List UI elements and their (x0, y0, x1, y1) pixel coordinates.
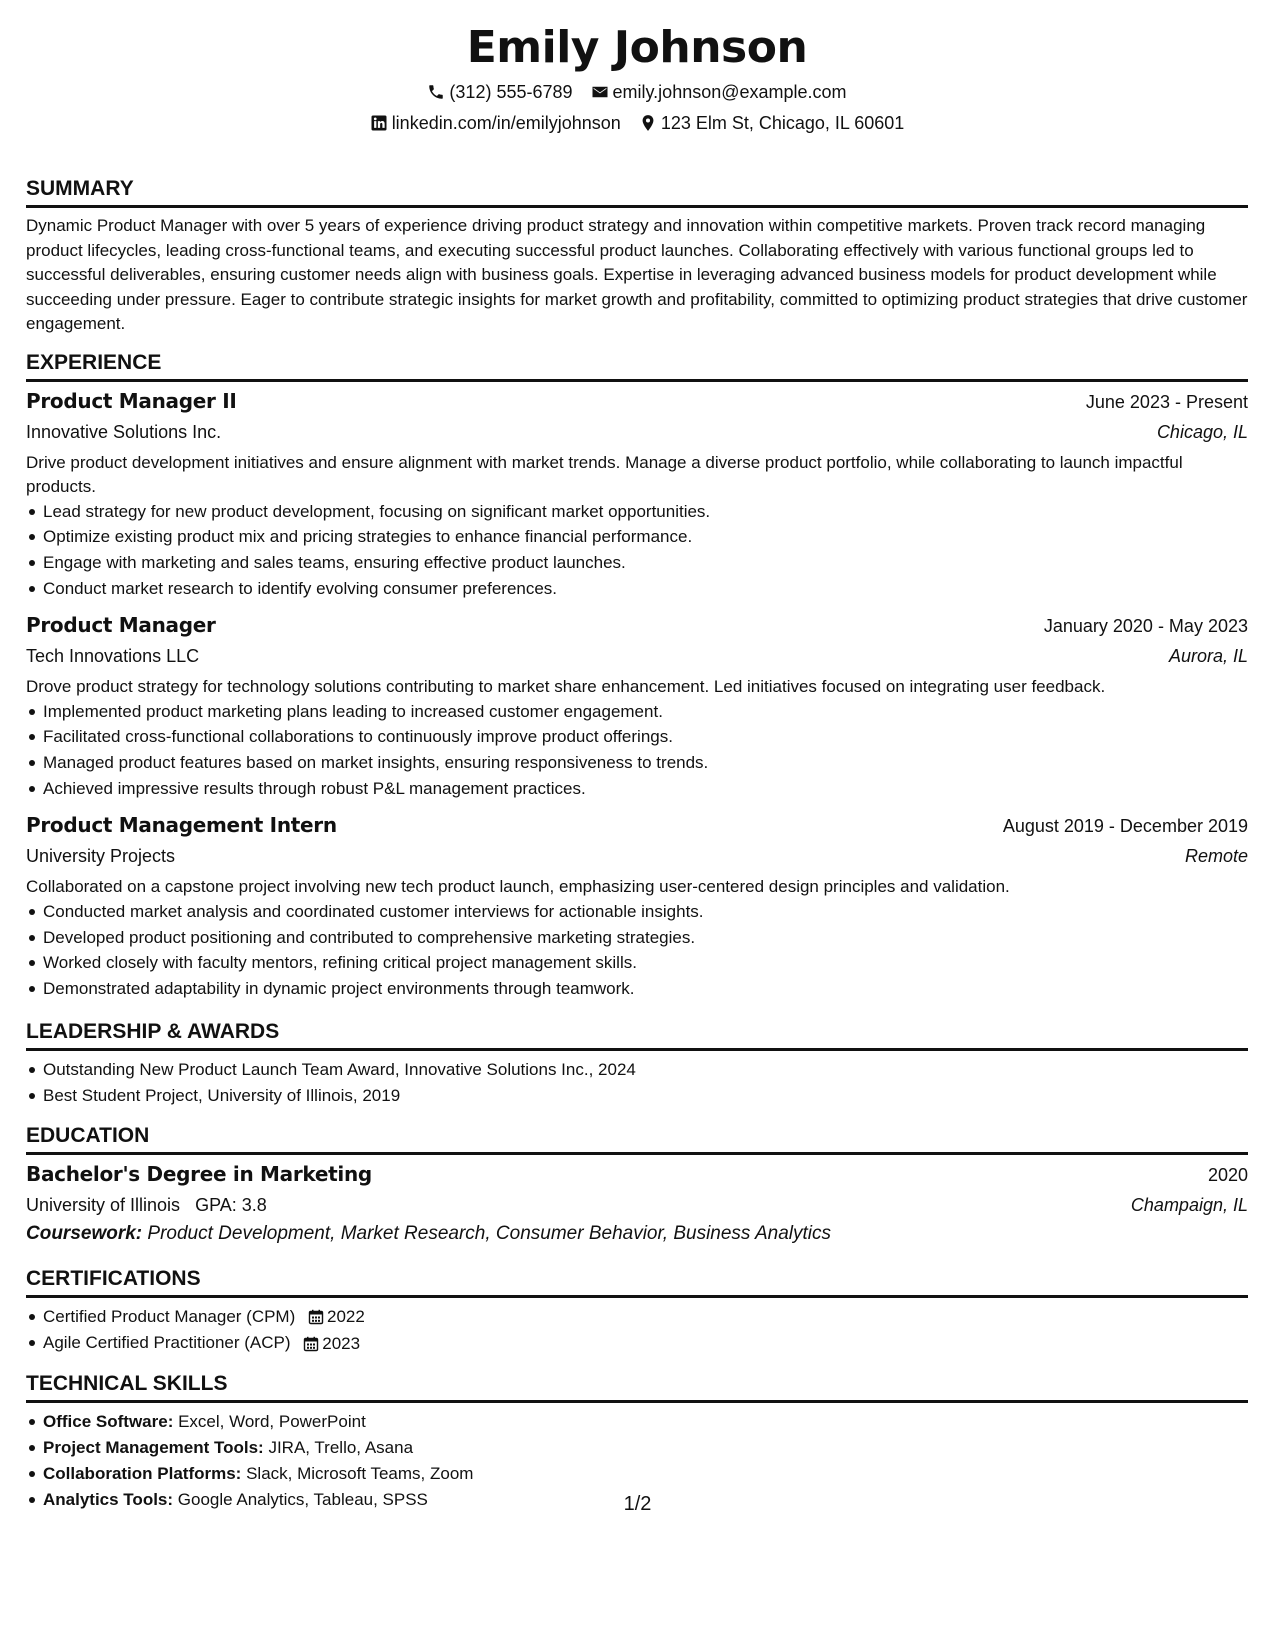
job-title: Product Manager II (26, 388, 237, 413)
job-company: Innovative Solutions Inc. (26, 421, 222, 442)
certification-name: Certified Product Manager (CPM) (43, 1306, 296, 1326)
list-item: Lead strategy for new product development, focusing on significant market opportunities. (43, 499, 1248, 525)
list-item: Demonstrated adaptability in dynamic project environments through teamwork. (43, 976, 1248, 1002)
certification-name: Agile Certified Practitioner (ACP) (43, 1333, 291, 1353)
list-item: Managed product features based on market insights, ensuring responsiveness to trends. (43, 750, 1248, 776)
certifications-list (26, 1304, 1248, 1357)
list-item (43, 1330, 1248, 1356)
list-item: Engage with marketing and sales teams, ensuring effective product launches. (43, 550, 1248, 576)
job-title: Product Manager (26, 612, 216, 637)
skill-values: Slack, Microsoft Teams, Zoom (246, 1464, 474, 1484)
awards-list (26, 1057, 1248, 1109)
email-link[interactable]: emily.johnson@example.com (612, 82, 847, 102)
skill-values: Google Analytics, Tableau, SPSS (177, 1489, 428, 1509)
phone-contact (427, 81, 572, 103)
job-description: Drove product strategy for technology solutions contributing to market share enhancement. Led initiatives focused on integrating user feedback. (26, 676, 1106, 696)
job-header-row (26, 386, 1248, 417)
skill-category: Office Software: (43, 1412, 174, 1432)
certifications-heading: CERTIFICATIONS (26, 1266, 1248, 1298)
calendar-icon (308, 1309, 324, 1325)
awards-section (26, 1019, 1248, 1109)
certification-date (308, 1304, 365, 1330)
contact-line-2 (26, 112, 1248, 134)
address-text: 123 Elm St, Chicago, IL 60601 (660, 113, 905, 133)
degree-title: Bachelor's Degree in Marketing (26, 1161, 372, 1186)
calendar-icon (303, 1336, 319, 1352)
experience-section (26, 350, 1248, 1003)
skill-values: Excel, Word, PowerPoint (178, 1412, 366, 1432)
coursework-list: Product Development, Market Research, Consumer Behavior, Business Analytics (147, 1222, 832, 1244)
job-description: Collaborated on a capstone project involving new tech product launch, emphasizing user-centered design principles and validation. (26, 876, 1010, 896)
job-bullets (26, 499, 1248, 602)
job-location: Chicago, IL (1156, 421, 1248, 442)
address-contact (639, 112, 904, 134)
job-company: University Projects (26, 845, 176, 866)
linkedin-link[interactable]: linkedin.com/in/emilyjohnson (391, 113, 621, 133)
list-item (43, 1304, 1248, 1330)
summary-heading: SUMMARY (26, 176, 1248, 208)
contact-line-1 (26, 81, 1248, 103)
linkedin-icon (370, 114, 388, 132)
list-item: Optimize existing product mix and pricing strategies to enhance financial performance. (43, 524, 1248, 550)
job-bullets (26, 699, 1248, 802)
resume-page (26, 20, 1248, 1513)
list-item: Conduct market research to identify evolving consumer preferences. (43, 576, 1248, 602)
list-item: Implemented product marketing plans leading to increased customer engagement. (43, 699, 1248, 725)
job-dates: August 2019 - December 2019 (1002, 815, 1248, 836)
experience-heading: EXPERIENCE (26, 350, 1248, 382)
list-item: Outstanding New Product Launch Team Award, Innovative Solutions Inc., 2024 (43, 1057, 1248, 1083)
job-entry (26, 810, 1248, 1002)
list-item: Achieved impressive results through robust P&L management practices. (43, 776, 1248, 802)
job-location: Remote (1184, 845, 1248, 866)
job-location: Aurora, IL (1168, 645, 1248, 666)
skill-category: Project Management Tools: (43, 1438, 264, 1458)
email-contact[interactable] (591, 81, 847, 103)
job-org-row (26, 641, 1248, 671)
certification-date (303, 1331, 360, 1357)
job-org-row (26, 841, 1248, 871)
job-org-row (26, 417, 1248, 447)
job-company: Tech Innovations LLC (26, 645, 200, 666)
job-dates: January 2020 - May 2023 (1043, 615, 1248, 636)
certifications-section (26, 1266, 1248, 1357)
envelope-icon (591, 83, 609, 101)
job-header-row (26, 810, 1248, 841)
graduation-year: 2020 (1207, 1164, 1248, 1185)
job-entry (26, 610, 1248, 802)
map-pin-icon (639, 114, 657, 132)
skill-values: JIRA, Trello, Asana (268, 1438, 414, 1458)
page-number: 1/2 (623, 1493, 652, 1515)
summary-text: Dynamic Product Manager with over 5 years of experience driving product strategy and innovation within competitive markets. Proven track record managing product lifecycles, leading cross-functional teams, and executing successful product launches. Collaborating effectively with various functional groups led to successful deliverables, ensuring customer needs align with business goals. Expertise in leveraging advanced business models for product development while succeeding under pressure. Eager to contribute strategic insights for market growth and profitability, committed to optimizing product strategies that drive customer engagement. (26, 216, 1248, 333)
list-item: Worked closely with faculty mentors, refining critical project management skills. (43, 950, 1248, 976)
job-title: Product Management Intern (26, 812, 337, 837)
phone-icon (427, 83, 445, 101)
school-info (26, 1190, 267, 1220)
summary-section (26, 176, 1248, 337)
list-item: Facilitated cross-functional collaborations to continuously improve product offerings. (43, 724, 1248, 750)
skill-category: Collaboration Platforms: (43, 1464, 242, 1484)
education-heading: EDUCATION (26, 1123, 1248, 1155)
list-item: Developed product positioning and contributed to comprehensive marketing strategies. (43, 925, 1248, 951)
list-item: Best Student Project, University of Illinois, 2019 (43, 1083, 1248, 1109)
candidate-name: Emily Johnson (466, 22, 808, 73)
phone-number: (312) 555-6789 (449, 82, 573, 102)
certification-year: 2022 (327, 1307, 365, 1327)
job-entry (26, 386, 1248, 602)
gpa: GPA: 3.8 (195, 1194, 267, 1215)
list-item: Conducted market analysis and coordinated customer interviews for actionable insights. (43, 899, 1248, 925)
education-header-row (26, 1159, 1248, 1190)
list-item (43, 1435, 1248, 1461)
list-item (43, 1409, 1248, 1435)
awards-heading: LEADERSHIP & AWARDS (26, 1019, 1248, 1051)
job-bullets (26, 899, 1248, 1002)
school-location: Champaign, IL (1130, 1194, 1248, 1215)
school-name: University of Illinois (26, 1194, 181, 1215)
skill-category: Analytics Tools: (43, 1489, 174, 1509)
education-school-row (26, 1190, 1248, 1220)
job-dates: June 2023 - Present (1085, 391, 1248, 412)
job-description: Drive product development initiatives and ensure alignment with market trends. Manage a diverse product portfolio, while collaborating to launch impactful products. (26, 452, 1183, 496)
coursework-label: Coursework: (26, 1222, 143, 1244)
list-item (43, 1461, 1248, 1487)
job-header-row (26, 610, 1248, 641)
certification-year: 2023 (322, 1333, 361, 1353)
coursework-line (26, 1220, 1248, 1248)
education-section (26, 1123, 1248, 1248)
skills-heading: TECHNICAL SKILLS (26, 1371, 1248, 1403)
linkedin-contact[interactable] (370, 112, 621, 134)
